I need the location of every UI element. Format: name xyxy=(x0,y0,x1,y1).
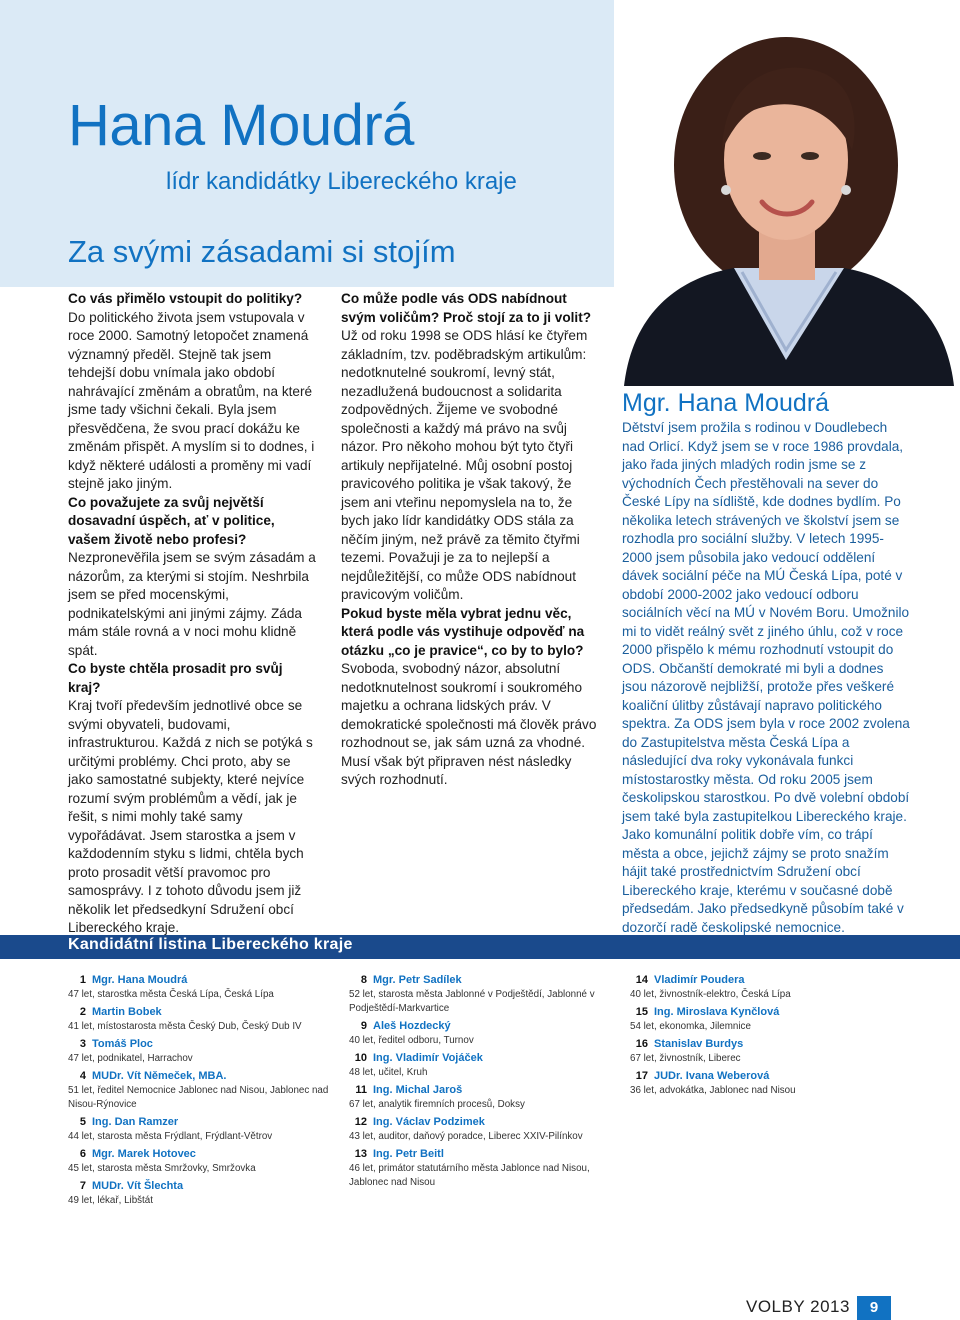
candidate-description: 51 let, ředitel Nemocnice Jablonec nad Nisou, Jablonec nad Nisou-Rýnovice xyxy=(68,1085,329,1110)
candidate-item xyxy=(349,1115,619,1144)
candidate-item xyxy=(68,1005,338,1034)
bio-text-column xyxy=(622,419,912,937)
candidate-number: 7 xyxy=(79,1180,86,1192)
candidate-name: Ing. Petr Beitl xyxy=(373,1148,444,1160)
page-title: Hana Moudrá xyxy=(68,93,414,158)
candidate-item xyxy=(68,1115,338,1144)
candidate-list-column-3 xyxy=(630,973,900,1101)
candidate-name: Aleš Hozdecký xyxy=(373,1020,451,1032)
question: Pokud byste měla vybrat jednu věc, která podle vás vystihuje odpověď na otázku „co je pravice“, co by to bylo? xyxy=(341,605,585,658)
candidate-description: 40 let, živnostník-elektro, Česká Lípa xyxy=(630,989,791,1000)
candidate-description: 47 let, starostka města Česká Lípa, Česká Lípa xyxy=(68,989,274,1000)
candidate-item xyxy=(349,1083,619,1112)
candidate-number: 13 xyxy=(354,1148,367,1160)
candidate-description: 41 let, místostarosta města Český Dub, Český Dub IV xyxy=(68,1021,302,1032)
answer: Do politického života jsem vstupovala v roce 2000. Samotný letopočet znamená významný předěl. Stejně tak jsem tehdejší dobu vnímala jako období nahrávající změnám a obratům, na které jsme tady všichni čekali. Byla jsem přesvědčena, že svou prací dokážu ke změnám přispět. A myslím si to dodnes, i když některé události a proměny mi vadí stejně jako jiným. xyxy=(68,309,315,491)
bio-text: Dětství jsem prožila s rodinou v Doudlebech nad Orlicí. Když jsem se v roce 1986 provdala, jako řada jiných mladých rodin jsme se z východních Čech přestěhovali na sever do České Lípy na sídliště, kde dodnes bydlím. Po několika letech strávených ve školství jsem se rozhodla pro sociální služby. V letech 1995-2000 jsem působila jako vedoucí oddělení dávek sociální péče na MÚ Česká Lípa, poté v období 2000-2002 jako vedoucí odboru sociálních věcí na MÚ v Novém Boru. Umožnilo mi to vidět reálný svět z jiného úhlu, což v roce 2000 přispělo k mému rozhodnutí vstoupit do ODS. Občanští demokraté mi byli a dodnes jsou názorově nejbližší, protože přes veškeré koaliční úlitby zůstávají napravo politického spektra. Za ODS jsem byla v roce 2002 zvolena do Zastupitelstva města Česká Lípa a následující dva roky vykonávala funkci místostarostky města. Od roku 2005 jsem českolipskou starostkou. Po dvě volební období jsem také byla zastupitelkou Libereckého kraje. Jako komunální politik dobře vím, co trápí města a obce, jejichž zájmy se proto snažím hájit také prostřednictvím Sdružení obcí Libereckého kraje, kterému v současné době předsedám. Jako předsedkyně působím také v dozorčí radě českolipské nemocnice. xyxy=(622,420,910,935)
candidate-number: 17 xyxy=(635,1070,648,1082)
candidate-name: Martin Bobek xyxy=(92,1006,162,1018)
candidate-item xyxy=(68,1069,338,1112)
candidate-item xyxy=(68,973,338,1002)
candidate-description: 52 let, starosta města Jablonné v Podještědí, Jablonné v Podještědí-Markvartice xyxy=(349,989,595,1014)
portrait-photo xyxy=(614,0,960,386)
candidate-description: 45 let, starosta města Smržovky, Smržovka xyxy=(68,1163,256,1174)
candidate-item xyxy=(630,1069,900,1098)
candidate-description: 46 let, primátor statutárního města Jablonce nad Nisou, Jablonec nad Nisou xyxy=(349,1163,590,1188)
motto-heading: Za svými zásadami si stojím xyxy=(68,234,456,269)
candidate-description: 54 let, ekonomka, Jilemnice xyxy=(630,1021,751,1032)
candidate-item xyxy=(630,1005,900,1034)
candidate-list-column-2 xyxy=(349,973,619,1193)
candidate-name: Ing. Vladimír Vojáček xyxy=(373,1052,483,1064)
question: Co považujete za svůj největší dosavadní úspěch, ať v politice, vašem životě nebo profesi? xyxy=(68,494,275,547)
candidate-name: Vladimír Poudera xyxy=(654,974,745,986)
candidate-item xyxy=(349,1147,619,1190)
candidate-name: Mgr. Petr Sadílek xyxy=(373,974,462,986)
page-number: 9 xyxy=(857,1296,891,1320)
candidate-number: 2 xyxy=(79,1006,86,1018)
candidate-description: 47 let, podnikatel, Harrachov xyxy=(68,1053,193,1064)
candidate-description: 40 let, ředitel odboru, Turnov xyxy=(349,1035,474,1046)
candidate-item xyxy=(630,1037,900,1066)
answer: Už od roku 1998 se ODS hlásí ke čtyřem základním, tzv. poděbradským artikulům: nedotknutelné soukromí, levný stát, nezadlužená budoucnost a solidarita zodpovědných. Žijeme ve svobodné společnosti a každý má právo na svůj názor. Pro někoho mohou být tyto čtyři artikuly nepřijatelné. Můj osobní postoj pravicového politika je však takový, že jsem ani vteřinu nepomyslela na to, že bych jako lídr kandidátky ODS stála za něčím jiným, než právě za těmito čtyřmi tezemi. Považuji je za to nejlepší a nejdůležitější, co může ODS nabídnout pravicovým voličům. xyxy=(341,328,588,602)
question: Co vás přimělo vstoupit do politiky? xyxy=(68,291,303,306)
candidate-item xyxy=(68,1179,338,1208)
bio-heading: Mgr. Hana Moudrá xyxy=(622,389,830,417)
candidate-item xyxy=(630,973,900,1002)
candidate-item xyxy=(349,973,619,1016)
candidate-number: 15 xyxy=(635,1006,648,1018)
candidate-description: 67 let, živnostník, Liberec xyxy=(630,1053,741,1064)
candidate-number: 9 xyxy=(360,1020,367,1032)
candidate-number: 4 xyxy=(79,1070,86,1082)
candidate-name: MUDr. Vít Němeček, MBA. xyxy=(92,1070,227,1082)
candidate-description: 49 let, lékař, Libštát xyxy=(68,1195,153,1206)
candidate-number: 10 xyxy=(354,1052,367,1064)
candidate-description: 48 let, učitel, Kruh xyxy=(349,1067,428,1078)
candidate-number: 16 xyxy=(635,1038,648,1050)
answer: Svoboda, svobodný názor, absolutní nedotknutelnost soukromí i soukromého majetku a ochrana lidských práv. V demokratické společnosti má člověk právo rozhodnout se, jak sám uzná za vhodné. Musí však být připraven nést následky svých rozhodnutí. xyxy=(341,661,597,787)
candidate-number: 8 xyxy=(360,974,367,986)
candidate-name: Ing. Dan Ramzer xyxy=(92,1116,179,1128)
candidate-name: JUDr. Ivana Weberová xyxy=(654,1070,770,1082)
candidate-number: 1 xyxy=(79,974,86,986)
candidate-list-title: Kandidátní listina Libereckého kraje xyxy=(68,936,353,953)
candidate-name: Ing. Václav Podzimek xyxy=(373,1116,485,1128)
candidate-description: 67 let, analytik firemních procesů, Doksy xyxy=(349,1099,525,1110)
question: Co byste chtěla prosadit pro svůj kraj? xyxy=(68,661,283,695)
candidate-number: 3 xyxy=(79,1038,86,1050)
candidate-name: MUDr. Vít Šlechta xyxy=(92,1180,184,1192)
interview-column-1 xyxy=(68,290,318,938)
portrait-illustration xyxy=(614,0,960,386)
candidate-item xyxy=(349,1051,619,1080)
candidate-number: 5 xyxy=(79,1116,86,1128)
page-subtitle: lídr kandidátky Libereckého kraje xyxy=(166,168,517,195)
candidate-number: 11 xyxy=(355,1084,367,1096)
candidate-name: Ing. Miroslava Kynčlová xyxy=(654,1006,780,1018)
footer-label: VOLBY 2013 xyxy=(746,1297,850,1316)
candidate-number: 12 xyxy=(354,1116,367,1128)
candidate-list-column-1 xyxy=(68,973,338,1211)
answer: Kraj tvoří především jednotlivé obce se svými obyvateli, budovami, infrastrukturou. Každá z nich se potýká s určitými problémy. Chci proto, aby se jako samostatné subjekty, které nejvíce rozumí svým problémům a vědí, jak je řešit, s nimi mohly také samy vypořádávat. Jsem starostka a jsem v každodenním styku s lidmi, chtěla bych proto prosadit větší pravomoc pro samosprávy. I z tohoto důvodu jsem již několik let předsedkyní Sdružení obcí Libereckého kraje. xyxy=(68,698,313,935)
candidate-description: 36 let, advokátka, Jablonec nad Nisou xyxy=(630,1085,796,1096)
candidate-number: 6 xyxy=(79,1148,86,1160)
candidate-number: 14 xyxy=(635,974,648,986)
candidate-item xyxy=(349,1019,619,1048)
question: Co může podle vás ODS nabídnout svým voličům? Proč stojí za to ji volit? xyxy=(341,291,592,325)
candidate-name: Tomáš Ploc xyxy=(92,1038,153,1050)
candidate-description: 44 let, starosta města Frýdlant, Frýdlant-Větrov xyxy=(68,1131,273,1142)
candidate-name: Ing. Michal Jaroš xyxy=(373,1084,463,1096)
interview-column-2 xyxy=(341,290,597,790)
candidate-name: Mgr. Marek Hotovec xyxy=(92,1148,196,1160)
candidate-item xyxy=(68,1147,338,1176)
candidate-name: Mgr. Hana Moudrá xyxy=(92,974,188,986)
candidate-description: 43 let, auditor, daňový poradce, Liberec XXIV-Pilínkov xyxy=(349,1131,583,1142)
candidate-name: Stanislav Burdys xyxy=(654,1038,744,1050)
answer: Nezpronevěřila jsem se svým zásadám a názorům, za kterými si stojím. Neshrbila jsem se před mocenskými, podnikatelskými ani jinými zájmy. Záda mám stále rovná a v noci mohu klidně spát. xyxy=(68,550,316,658)
candidate-item xyxy=(68,1037,338,1066)
